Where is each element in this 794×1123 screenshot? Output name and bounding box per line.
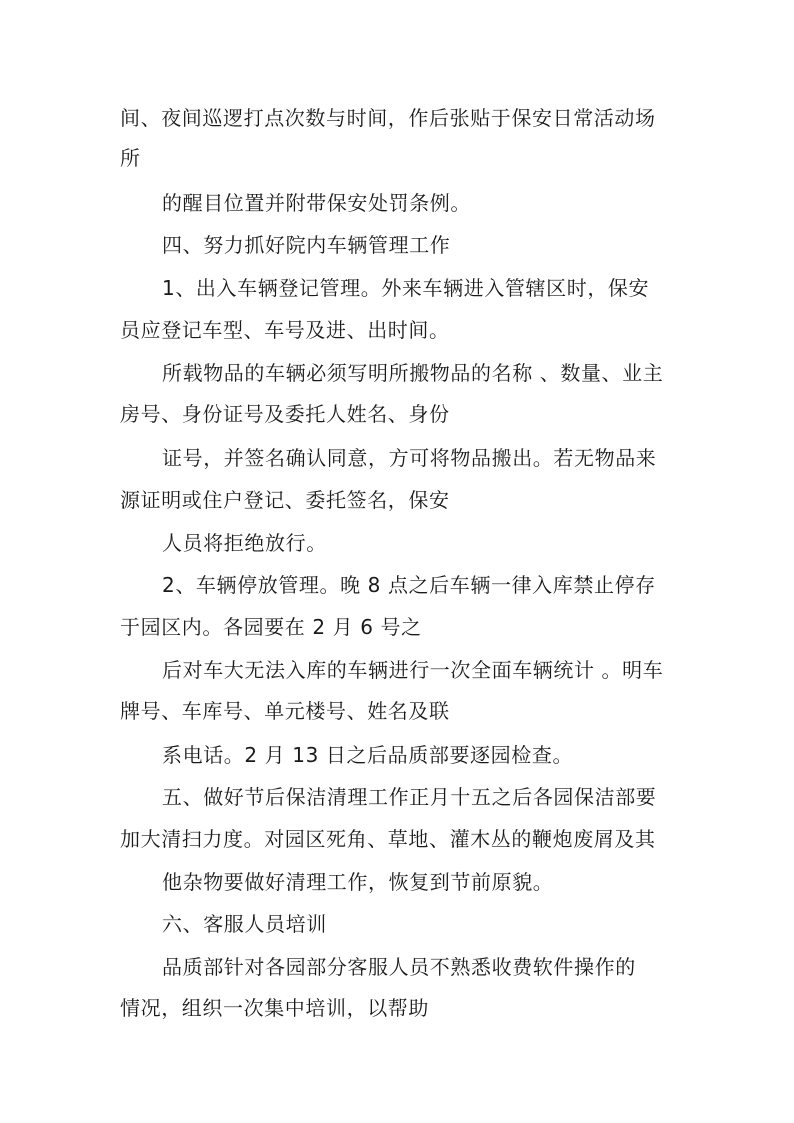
text-line: 加大清扫力度。对园区死角、草地、灌木丛的鞭炮废屑及其 xyxy=(120,827,656,851)
text-line: 所载物品的车辆必须写明所搬物品的名称 、数量、业主 xyxy=(162,361,664,385)
text-line: 系电话。2 月 13 日之后品质部要逐园检查。 xyxy=(162,743,574,767)
section-heading: 五、做好节后保洁清理工作正月十五之后各园保洁部要 xyxy=(162,785,657,809)
text-line: 于园区内。各园要在 2 月 6 号之 xyxy=(120,615,422,639)
text-line: 品质部针对各园部分客服人员不熟悉收费软件操作的 xyxy=(162,955,636,979)
text-line: 2、车辆停放管理。晚 8 点之后车辆一律入库禁止停存 xyxy=(162,573,656,597)
text-line: 的醒目位置并附带保安处罚条例。 xyxy=(162,191,471,215)
text-line: 他杂物要做好清理工作，恢复到节前原貌。 xyxy=(162,870,554,894)
section-heading: 六、客服人员培训 xyxy=(162,912,327,936)
text-line: 房号、身份证号及委托人姓名、身份 xyxy=(120,402,450,426)
text-line: 间、夜间巡逻打点次数与时间，作后张贴于保安日常活动场 xyxy=(120,106,656,130)
section-heading: 四、努力抓好院内车辆管理工作 xyxy=(162,233,451,257)
text-line: 后对车大无法入库的车辆进行一次全面车辆统计 。明车 xyxy=(162,658,664,682)
text-line: 所 xyxy=(120,146,141,170)
text-line: 员应登记车型、车号及进、出时间。 xyxy=(120,318,450,342)
text-line: 牌号、车库号、单元楼号、姓名及联 xyxy=(120,699,450,723)
text-line: 人员将拒绝放行。 xyxy=(162,531,327,555)
text-line: 源证明或住户登记、委托签名，保安 xyxy=(120,488,450,512)
text-line: 1、出入车辆登记管理。外来车辆进入管辖区时，保安 xyxy=(162,276,650,300)
text-line: 证号，并签名确认同意，方可将物品搬出。若无物品来 xyxy=(162,446,657,470)
text-line: 情况，组织一次集中培训，以帮助 xyxy=(120,996,429,1020)
